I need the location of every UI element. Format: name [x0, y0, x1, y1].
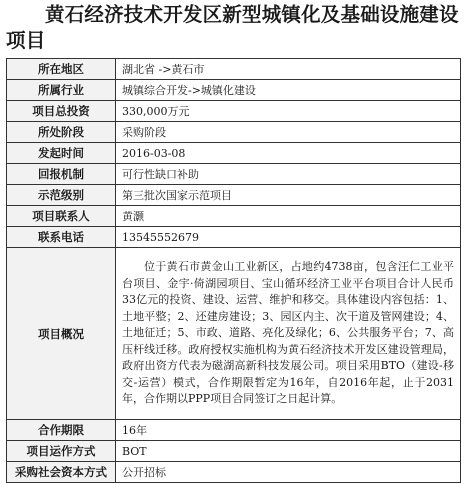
project-info-page: [0, 2, 467, 484]
row-value: 330,000万元: [116, 101, 461, 122]
row-label: 项目联系人: [7, 206, 116, 227]
table-row-region: [7, 59, 461, 80]
table-row-term: [7, 420, 461, 441]
row-value: 黄灏: [116, 206, 461, 227]
row-label: 合作期限: [7, 420, 116, 441]
row-value: 第三批次国家示范项目: [116, 185, 461, 206]
row-label: 采购社会资本方式: [7, 462, 116, 483]
row-value: 采购阶段: [116, 122, 461, 143]
table-row-contact-phone: [7, 227, 461, 248]
row-label: 所属行业: [7, 80, 116, 101]
row-label: 项目概况: [7, 248, 116, 420]
row-value: 可行性缺口补助: [116, 164, 461, 185]
overview-text: 位于黄石市黄金山工业新区，占地约4738亩，包含汪仁工业平台项目、金宇·倚湖园项目、宝山循环经济工业平台项目合计人民币33亿元的投资、建设、运营、维护和移交。具体建设内容包括：1、土地平整；2、还建房建设；3、园区内主、次干道及管网建设；4、土地征迁；5、市政、道路、亮化及绿化；6、公共服务平台；7、高压杆线迁移。政府授权实施机构为黄石经济技术开发区建设管理局，政府出资方代表为磁湖高新科技发展公司。项目采用BTO（建设-移交-运营）模式，合作期限暂定为16年，自2016年起，止于2031年，合作期以PPP项目合同签订之日起计算。: [116, 248, 461, 420]
table-row-demo-level: [7, 185, 461, 206]
row-value: 城镇综合开发->城镇化建设: [116, 80, 461, 101]
row-label: 所在地区: [7, 59, 116, 80]
table-row-operation-mode: [7, 441, 461, 462]
row-value: 2016-03-08: [116, 143, 461, 164]
row-label: 示范级别: [7, 185, 116, 206]
row-value: 16年: [116, 420, 461, 441]
row-value: 公开招标: [116, 462, 461, 483]
table-row-contact-person: [7, 206, 461, 227]
row-label: 发起时间: [7, 143, 116, 164]
row-value: 13545552679: [116, 227, 461, 248]
row-value: BOT: [116, 441, 461, 462]
table-row-total-investment: [7, 101, 461, 122]
table-row-stage: [7, 122, 461, 143]
project-info-table: [6, 58, 461, 483]
table-row-industry: [7, 80, 461, 101]
row-value: 湖北省 ->黄石市: [116, 59, 461, 80]
row-label: 项目运作方式: [7, 441, 116, 462]
table-row-return-mechanism: [7, 164, 461, 185]
table-row-start-date: [7, 143, 461, 164]
table-row-procurement-method: [7, 462, 461, 483]
page-title: 黄石经济技术开发区新型城镇化及基础设施建设项目: [6, 3, 459, 52]
row-label: 所处阶段: [7, 122, 116, 143]
table-row-overview: [7, 248, 461, 420]
row-label: 回报机制: [7, 164, 116, 185]
row-label: 项目总投资: [7, 101, 116, 122]
row-label: 联系电话: [7, 227, 116, 248]
